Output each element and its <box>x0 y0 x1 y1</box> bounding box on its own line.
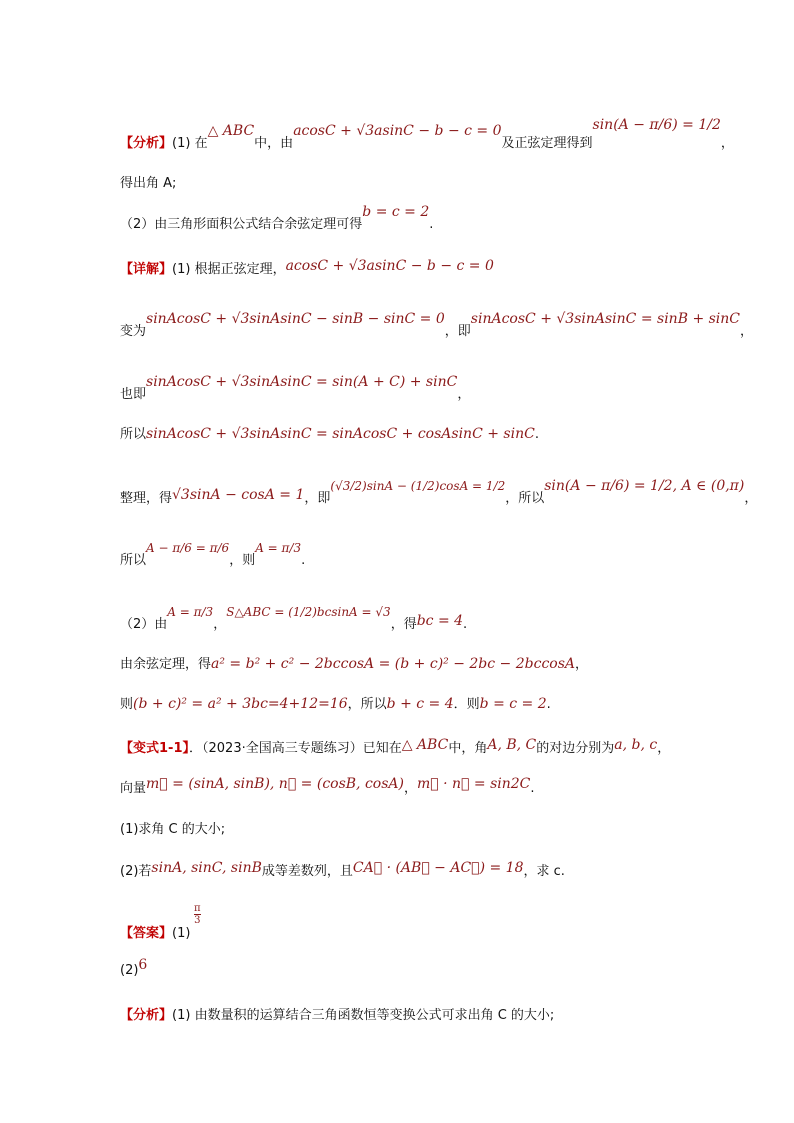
answer-denominator: 3 <box>194 915 201 926</box>
text: ， <box>457 387 471 402</box>
text: （2）由三角形面积公式结合余弦定理可得 <box>120 217 363 232</box>
equation-math: b + c = 4 <box>386 696 454 712</box>
equation-math: sin(A − π/6) = 1/2, A ∈ (0,π) <box>544 478 745 494</box>
text: (1) 在 <box>172 136 208 151</box>
text: . <box>429 217 434 232</box>
analysis-tag: 【分析】 <box>120 1008 173 1023</box>
question-1 <box>120 818 225 837</box>
equation-math: m⃗ · n⃗ = sin2C <box>417 776 531 792</box>
equation-math: CA⃗ · (AB⃗ − AC⃗) = 18 <box>352 860 524 876</box>
text: ，所以 <box>505 491 545 506</box>
text: ， <box>740 324 754 339</box>
text: ， <box>575 657 589 672</box>
text: ，即 <box>304 491 331 506</box>
equation-math: sinA, sinC, sinB <box>151 860 262 876</box>
text: ， <box>720 136 734 151</box>
text: . <box>534 427 539 442</box>
text: 的对边分别为 <box>536 741 615 756</box>
triangle-math: △ ABC <box>401 737 449 753</box>
detail-line-1 <box>120 258 494 277</box>
detail-line-6 <box>120 541 306 568</box>
text: (2)若 <box>120 864 152 879</box>
equation-math: sin(A − π/6) = 1/2 <box>592 117 721 133</box>
question-2 <box>120 860 565 879</box>
equation-math: a, b, c <box>614 737 658 753</box>
equation-math: b = c = 2 <box>362 204 430 220</box>
variant-tag: 【变式1-1】 <box>120 741 189 756</box>
answer-tag: 【答案】 <box>120 926 173 941</box>
text: （2）由 <box>120 617 168 632</box>
text: 也即 <box>120 387 147 402</box>
text: (2) <box>120 963 139 978</box>
text: ．（2023·全国高三专题练习）已知在 <box>189 741 402 756</box>
text: (1) <box>172 926 191 941</box>
variant-line-2 <box>120 777 535 796</box>
text: ， <box>403 781 417 796</box>
text: ， <box>213 617 227 632</box>
detail-tag: 【详解】 <box>120 262 173 277</box>
text: ， <box>657 741 671 756</box>
detail-line-4 <box>120 423 539 442</box>
detail-line-8 <box>120 653 588 672</box>
answer-value: 6 <box>138 957 148 973</box>
detail-line-3 <box>120 374 471 402</box>
text: 整理，得 <box>120 491 173 506</box>
answer-line-2 <box>120 957 148 978</box>
equation-math: A = π/3 <box>167 605 214 619</box>
answer-fraction <box>194 903 201 926</box>
detail-line-9 <box>120 693 551 712</box>
text: 及正弦定理得到 <box>501 136 593 151</box>
equation-math: acosC + √3asinC − b − c = 0 <box>285 258 494 274</box>
detail-line-7 <box>120 605 468 632</box>
equation-math: sinAcosC + √3sinAsinC = sin(A + C) + sinC <box>146 374 458 390</box>
text: ，则 <box>229 553 256 568</box>
text: ．则 <box>453 697 480 712</box>
equation-math: acosC + √3asinC − b − c = 0 <box>293 123 502 139</box>
answer-line-1 <box>120 922 190 941</box>
equation-math: (b + c)² = a² + 3bc=4+12=16 <box>133 696 348 712</box>
text: ，即 <box>444 324 471 339</box>
equation-math: A, B, C <box>487 737 537 753</box>
text: 中，角 <box>448 741 488 756</box>
text: 中，由 <box>254 136 294 151</box>
equation-math: sinAcosC + √3sinAsinC − sinB − sinC = 0 <box>146 311 445 327</box>
text: ，求 c. <box>523 864 565 879</box>
text: (1) 由数量积的运算结合三角函数恒等变换公式可求出角 C 的大小; <box>172 1008 555 1023</box>
analysis-line-2 <box>120 172 176 191</box>
answer-numerator: π <box>194 903 201 914</box>
equation-math: b = c = 2 <box>479 696 547 712</box>
analysis2-line-1 <box>120 1004 554 1023</box>
text: ，得 <box>390 617 417 632</box>
text: ，所以 <box>347 697 387 712</box>
analysis-line-1 <box>120 117 734 151</box>
text: 向量 <box>120 781 147 796</box>
equation-math: A = π/3 <box>255 541 302 555</box>
text: 所以 <box>120 427 147 442</box>
equation-math: bc = 4 <box>416 613 464 629</box>
equation-math: S△ABC = (1/2)bcsinA = √3 <box>226 605 391 619</box>
equation-math: sinAcosC + √3sinAsinC = sinAcosC + cosAsinC + sinC <box>146 426 535 442</box>
text: (1)求角 C 的大小; <box>120 822 226 837</box>
equation-math: a² = b² + c² − 2bccosA = (b + c)² − 2bc − 2bccosA <box>211 656 576 672</box>
text: ， <box>744 491 758 506</box>
text: 得出角 A; <box>120 176 177 191</box>
equation-math: √3sinA − cosA = 1 <box>172 487 305 503</box>
text: . <box>546 697 551 712</box>
equation-math: m⃗ = (sinA, sinB), n⃗ = (cosB, cosA) <box>146 776 404 792</box>
equation-math: (√3/2)sinA − (1/2)cosA = 1/2 <box>330 479 506 493</box>
text: 则 <box>120 697 134 712</box>
analysis-tag: 【分析】 <box>120 136 173 151</box>
equation-math: sinAcosC + √3sinAsinC = sinB + sinC <box>470 311 741 327</box>
text: (1) 根据正弦定理， <box>172 262 286 277</box>
text: 由余弦定理，得 <box>120 657 212 672</box>
text: . <box>530 781 535 796</box>
triangle-math: △ ABC <box>207 123 255 139</box>
analysis-line-3 <box>120 204 434 232</box>
detail-line-5 <box>120 478 758 506</box>
text: . <box>463 617 468 632</box>
text: 变为 <box>120 324 147 339</box>
detail-line-2 <box>120 311 754 339</box>
text: 所以 <box>120 553 147 568</box>
text: 成等差数列，且 <box>261 864 353 879</box>
variant-line-1 <box>120 737 670 756</box>
text: . <box>301 553 306 568</box>
equation-math: A − π/6 = π/6 <box>146 541 230 555</box>
